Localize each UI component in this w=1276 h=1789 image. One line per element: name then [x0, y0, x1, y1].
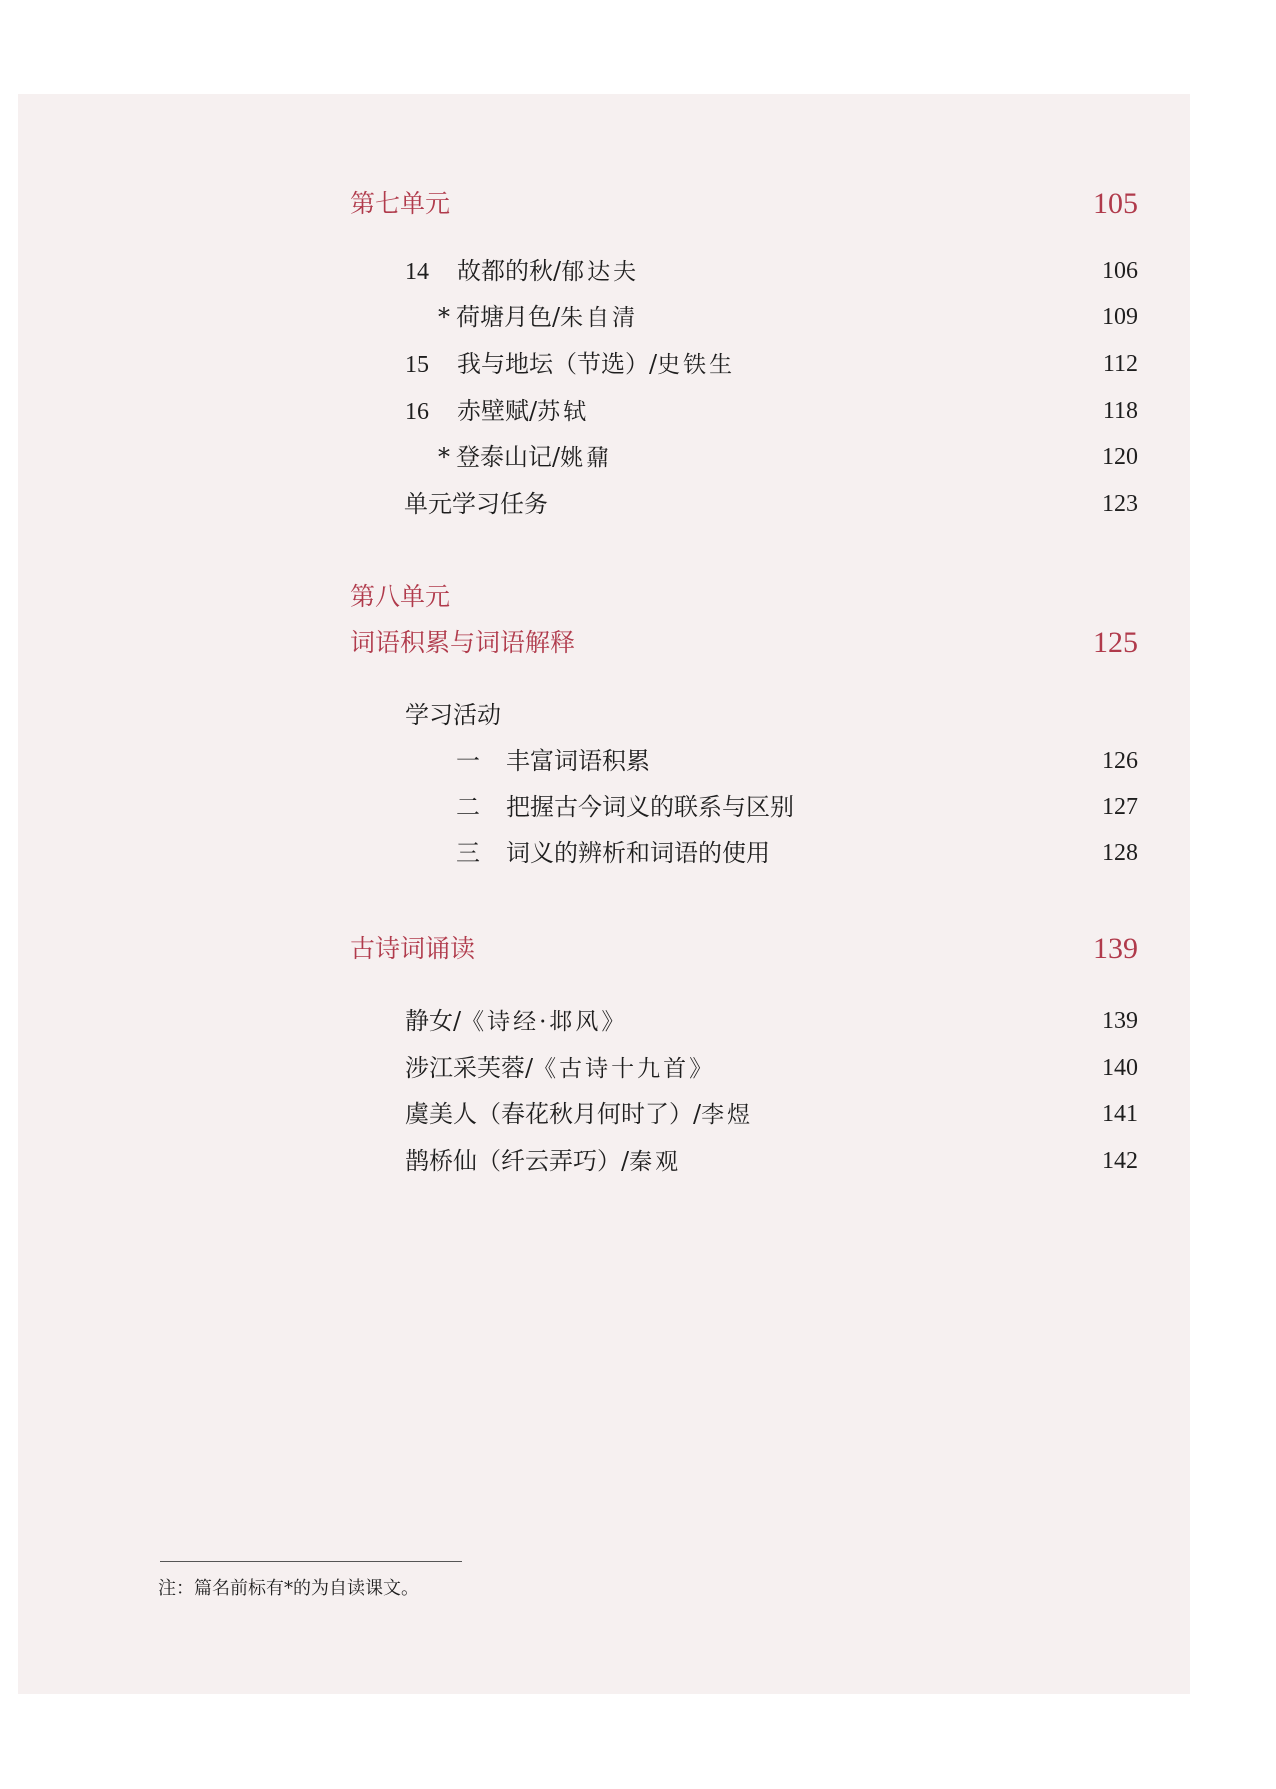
- lesson-page: 109: [1102, 304, 1138, 330]
- separator: /: [529, 397, 538, 425]
- toc-entry[interactable]: [0, 437, 1276, 477]
- lesson-author: 苏轼: [537, 399, 590, 425]
- unit-8-heading: [0, 577, 1276, 617]
- poem-title: 静女: [405, 1007, 453, 1035]
- separator: /: [621, 1147, 630, 1175]
- activity-entry[interactable]: [0, 741, 1276, 781]
- poem-entry[interactable]: [0, 1094, 1276, 1134]
- poem-author: 李煜: [701, 1102, 754, 1128]
- poem-page: 139: [1102, 1008, 1138, 1034]
- lesson-number: 14: [405, 259, 429, 285]
- poems-title: 古诗词诵读: [350, 934, 476, 963]
- lesson-number: 16: [405, 399, 429, 425]
- unit-7-heading[interactable]: [0, 184, 1276, 224]
- poem-title: 鹊桥仙（纤云弄巧）: [405, 1147, 621, 1175]
- lesson-page: 120: [1102, 444, 1138, 470]
- toc-entry[interactable]: [0, 251, 1276, 291]
- poem-title: 虞美人（春花秋月何时了）: [405, 1100, 693, 1128]
- lesson-author: 郁达夫: [561, 259, 640, 285]
- activity-seq: 二: [456, 793, 480, 821]
- activity-page: 126: [1102, 748, 1138, 774]
- unit-8-page: 125: [1093, 626, 1138, 659]
- self-study-star: *: [438, 303, 450, 331]
- toc-entry[interactable]: [0, 344, 1276, 384]
- separator: /: [649, 350, 658, 378]
- unit-8-subheading[interactable]: [0, 623, 1276, 663]
- activity-page: 128: [1102, 840, 1138, 866]
- activity-label-row: [0, 695, 1276, 735]
- toc-entry[interactable]: [0, 297, 1276, 337]
- unit-task-title: 单元学习任务: [404, 490, 548, 518]
- unit-7-title: 第七单元: [350, 189, 451, 218]
- activity-seq: 一: [456, 747, 480, 775]
- activity-label: 学习活动: [405, 701, 501, 729]
- unit-8-subtitle: 词语积累与词语解释: [350, 628, 576, 657]
- separator: /: [552, 303, 561, 331]
- activity-entry[interactable]: [0, 787, 1276, 827]
- lesson-title: 登泰山记: [456, 443, 552, 471]
- activity-entry[interactable]: [0, 833, 1276, 873]
- lesson-author: 史铁生: [657, 352, 736, 378]
- poem-author: 《诗经·邶风》: [461, 1009, 628, 1035]
- separator: /: [693, 1100, 702, 1128]
- poem-entry[interactable]: [0, 1001, 1276, 1041]
- activity-page: 127: [1102, 794, 1138, 820]
- lesson-author: 朱自清: [560, 305, 639, 331]
- poem-entry[interactable]: [0, 1141, 1276, 1181]
- activity-title: 丰富词语积累: [506, 747, 650, 775]
- unit-7-page: 105: [1093, 187, 1138, 220]
- unit-8-title: 第八单元: [350, 582, 451, 611]
- separator: /: [453, 1007, 462, 1035]
- lesson-author: 姚鼐: [560, 445, 613, 471]
- unit-task-page: 123: [1102, 491, 1138, 517]
- unit-task-entry[interactable]: [0, 484, 1276, 524]
- separator: /: [552, 443, 561, 471]
- footnote-divider: [160, 1561, 462, 1562]
- poem-page: 142: [1102, 1148, 1138, 1174]
- lesson-title: 荷塘月色: [456, 303, 552, 331]
- lesson-page: 118: [1102, 398, 1138, 424]
- poem-page: 141: [1102, 1101, 1138, 1127]
- activity-title: 把握古今词义的联系与区别: [506, 793, 794, 821]
- separator: /: [553, 257, 562, 285]
- poem-title: 涉江采芙蓉: [405, 1054, 525, 1082]
- activity-title: 词义的辨析和词语的使用: [506, 839, 770, 867]
- self-study-star: *: [438, 443, 450, 471]
- lesson-title: 故都的秋: [457, 257, 553, 285]
- poems-heading[interactable]: [0, 929, 1276, 969]
- activity-seq: 三: [456, 839, 480, 867]
- separator: /: [525, 1054, 534, 1082]
- poems-page: 139: [1093, 932, 1138, 965]
- lesson-title: 赤壁赋: [457, 397, 529, 425]
- lesson-number: 15: [405, 352, 429, 378]
- footnote: 注：篇名前标有*的为自读课文。: [158, 1578, 419, 1599]
- poem-author: 《古诗十九首》: [533, 1056, 716, 1082]
- poem-author: 秦观: [629, 1149, 682, 1175]
- lesson-page: 112: [1102, 351, 1138, 377]
- poem-entry[interactable]: [0, 1048, 1276, 1088]
- toc-entry[interactable]: [0, 391, 1276, 431]
- lesson-title: 我与地坛（节选）: [457, 350, 649, 378]
- lesson-page: 106: [1102, 258, 1138, 284]
- poem-page: 140: [1102, 1055, 1138, 1081]
